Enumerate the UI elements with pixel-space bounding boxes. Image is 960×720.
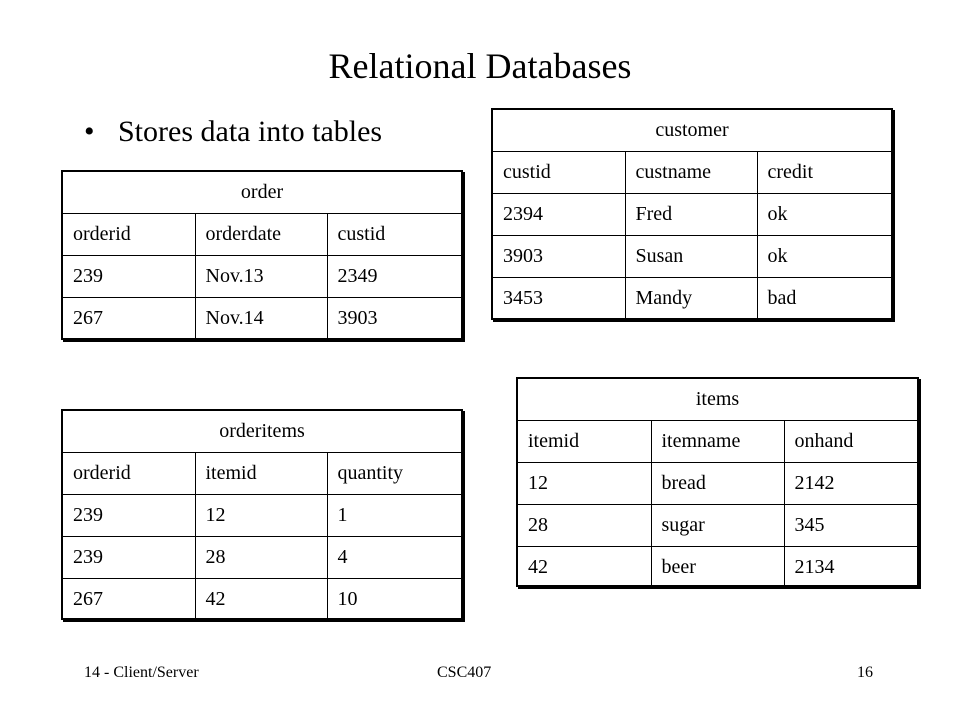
table-cell: 3903: [493, 236, 625, 278]
table-cell: 267: [63, 298, 195, 340]
table-row: [493, 278, 891, 320]
table-cell: ok: [757, 236, 891, 278]
table-row: [63, 579, 461, 621]
header-row: [493, 152, 891, 194]
column-header: itemname: [651, 421, 784, 463]
table-title: orderitems: [63, 411, 461, 453]
table-cell: 10: [327, 579, 461, 621]
table-cell: 1: [327, 495, 461, 537]
table-cell: 28: [195, 537, 327, 579]
table-title: order: [63, 172, 461, 214]
table-row: [63, 495, 461, 537]
column-header: onhand: [784, 421, 917, 463]
table-cell: 2142: [784, 463, 917, 505]
column-header: orderid: [63, 214, 195, 256]
column-header: orderdate: [195, 214, 327, 256]
customer-table-box: [491, 108, 893, 320]
table-row: [518, 547, 917, 589]
order-table: [63, 172, 461, 339]
table-cell: 239: [63, 537, 195, 579]
column-header: custname: [625, 152, 757, 194]
table-cell: Susan: [625, 236, 757, 278]
table-cell: bread: [651, 463, 784, 505]
table-cell: 4: [327, 537, 461, 579]
table-row: [63, 298, 461, 340]
column-header: quantity: [327, 453, 461, 495]
table-cell: 2394: [493, 194, 625, 236]
column-header: itemid: [195, 453, 327, 495]
header-row: [518, 421, 917, 463]
table-cell: 12: [518, 463, 651, 505]
table-cell: Fred: [625, 194, 757, 236]
footer-left: 14 - Client/Server: [84, 664, 199, 681]
table-cell: ok: [757, 194, 891, 236]
column-header: credit: [757, 152, 891, 194]
column-header: custid: [327, 214, 461, 256]
table-cell: beer: [651, 547, 784, 589]
table-cell: 239: [63, 495, 195, 537]
items-table-box: [516, 377, 919, 587]
header-row: [63, 214, 461, 256]
bullet-dot-icon: •: [84, 115, 95, 148]
table-cell: 42: [195, 579, 327, 621]
bullet-item: [84, 112, 382, 152]
table-cell: Mandy: [625, 278, 757, 320]
page-number: 16: [857, 664, 873, 681]
table-row: [493, 236, 891, 278]
orderitems-table: [63, 411, 461, 620]
order-table-box: [61, 170, 463, 340]
header-row: [63, 453, 461, 495]
footer-center: CSC407: [437, 664, 492, 681]
slide-title: Relational Databases: [328, 46, 632, 86]
table-cell: sugar: [651, 505, 784, 547]
table-cell: 42: [518, 547, 651, 589]
table-row: [63, 537, 461, 579]
table-row: [518, 463, 917, 505]
orderitems-table-box: [61, 409, 463, 620]
table-title: customer: [493, 110, 891, 152]
table-title: items: [518, 379, 917, 421]
items-table: [518, 379, 917, 588]
table-cell: 3903: [327, 298, 461, 340]
table-cell: 3453: [493, 278, 625, 320]
customer-table: [493, 110, 891, 319]
table-cell: 2349: [327, 256, 461, 298]
table-row: [63, 256, 461, 298]
bullet-text: Stores data into tables: [118, 115, 383, 148]
table-cell: 28: [518, 505, 651, 547]
column-header: custid: [493, 152, 625, 194]
table-cell: bad: [757, 278, 891, 320]
table-row: [518, 505, 917, 547]
column-header: itemid: [518, 421, 651, 463]
table-cell: Nov.14: [195, 298, 327, 340]
table-cell: 2134: [784, 547, 917, 589]
table-cell: 267: [63, 579, 195, 621]
table-row: [493, 194, 891, 236]
table-cell: 239: [63, 256, 195, 298]
table-cell: 345: [784, 505, 917, 547]
column-header: orderid: [63, 453, 195, 495]
table-cell: Nov.13: [195, 256, 327, 298]
table-cell: 12: [195, 495, 327, 537]
